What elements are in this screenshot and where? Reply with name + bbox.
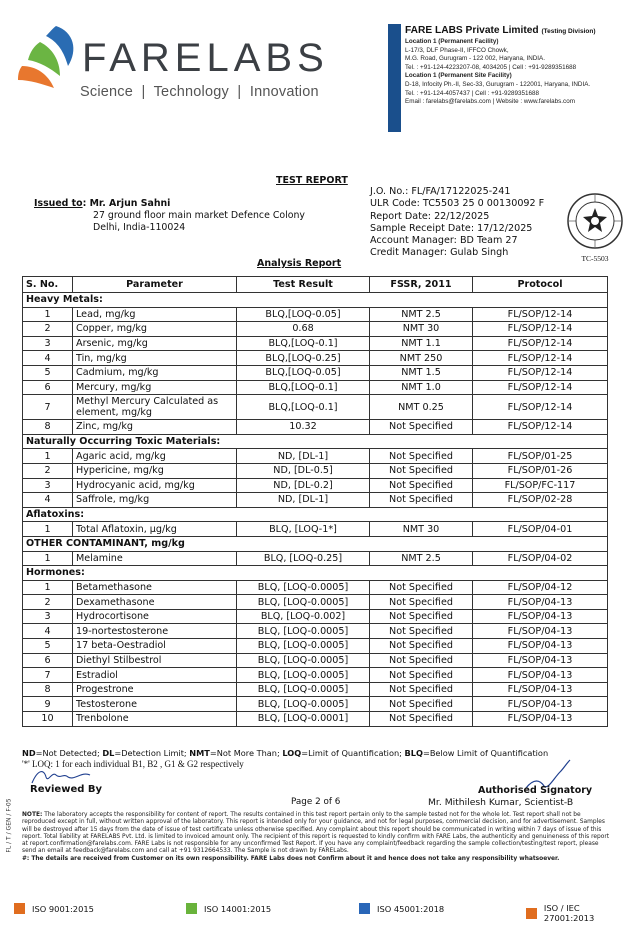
table-row <box>23 395 608 420</box>
cell-parameter: Hydrocortisone <box>73 609 237 624</box>
sample-receipt-date: Sample Receipt Date: 17/12/2025 <box>370 222 533 234</box>
results-table <box>22 276 608 727</box>
cell-protocol: FL/SOP/04-12 <box>473 580 608 595</box>
table-row <box>23 639 608 654</box>
cell-result: 10.32 <box>237 420 370 435</box>
iso-square-icon <box>526 908 537 919</box>
iso-badge: ISO 14001:2015 <box>186 903 271 914</box>
cell-protocol: FL/SOP/12-14 <box>473 351 608 366</box>
cell-sno: 7 <box>23 668 73 683</box>
cell-protocol: FL/SOP/04-13 <box>473 697 608 712</box>
cell-parameter: Hypericine, mg/kg <box>73 463 237 478</box>
table-row <box>23 697 608 712</box>
cell-result: 0.68 <box>237 322 370 337</box>
iso-square-icon <box>186 903 197 914</box>
table-row <box>23 493 608 508</box>
cell-result: BLQ,[LOQ-0.1] <box>237 380 370 395</box>
location1-line: M.G. Road, Gurugram - 122 002, Haryana, INDIA. <box>405 55 545 63</box>
cell-parameter: Mercury, mg/kg <box>73 380 237 395</box>
cell-result: ND, [DL-1] <box>237 449 370 464</box>
cell-parameter: Tin, mg/kg <box>73 351 237 366</box>
cell-parameter: Betamethasone <box>73 580 237 595</box>
cell-parameter: 19-nortestosterone <box>73 624 237 639</box>
cell-sno: 5 <box>23 639 73 654</box>
cell-fssr: NMT 1.5 <box>370 365 473 380</box>
brand-tagline: Science | Technology | Innovation <box>80 84 319 100</box>
cell-fssr: NMT 30 <box>370 522 473 537</box>
col-header-sno: S. No. <box>23 277 73 293</box>
customer-address: Delhi, India-110024 <box>93 222 186 233</box>
cell-fssr: Not Specified <box>370 463 473 478</box>
account-manager: Account Manager: BD Team 27 <box>370 235 518 247</box>
cell-fssr: Not Specified <box>370 639 473 654</box>
accreditation-seal-icon <box>566 192 624 264</box>
company-accent-bar <box>388 24 401 132</box>
table-header-row <box>23 277 608 293</box>
col-header-parameter: Parameter <box>73 277 237 293</box>
section-title: Heavy Metals: <box>23 293 608 308</box>
cell-result: BLQ,[LOQ-0.05] <box>237 307 370 322</box>
table-row <box>23 463 608 478</box>
cell-result: ND, [DL-0.2] <box>237 478 370 493</box>
section-row <box>23 434 608 449</box>
cell-parameter: Hydrocyanic acid, mg/kg <box>73 478 237 493</box>
table-row <box>23 322 608 337</box>
cell-protocol: FL/SOP/12-14 <box>473 395 608 420</box>
cell-parameter: Progestrone <box>73 682 237 697</box>
cell-fssr: Not Specified <box>370 580 473 595</box>
cell-parameter: Trenbolone <box>73 712 237 727</box>
cell-protocol: FL/SOP/04-13 <box>473 595 608 610</box>
cell-parameter: Zinc, mg/kg <box>73 420 237 435</box>
cell-fssr: Not Specified <box>370 449 473 464</box>
cell-result: ND, [DL-1] <box>237 493 370 508</box>
table-row <box>23 712 608 727</box>
section-row <box>23 536 608 551</box>
table-row <box>23 522 608 537</box>
cell-parameter: Diethyl Stilbestrol <box>73 653 237 668</box>
issued-to-label: Issued to <box>34 198 83 209</box>
authorised-signatory-label: Authorised Signatory <box>478 785 593 796</box>
iso-badge: ISO 45001:2018 <box>359 903 444 914</box>
table-row <box>23 307 608 322</box>
location2-line: D-18, Infocity Ph.-II, Sec-33, Gurugram - 122001, Haryana, INDIA. <box>405 80 591 88</box>
analysis-report-title: Analysis Report <box>257 258 342 269</box>
cell-fssr: NMT 0.25 <box>370 395 473 420</box>
table-row <box>23 595 608 610</box>
cell-parameter: Melamine <box>73 551 237 566</box>
cell-fssr: Not Specified <box>370 712 473 727</box>
cell-parameter: Cadmium, mg/kg <box>73 365 237 380</box>
section-row <box>23 507 608 522</box>
location1-line: Tel. : +91-124-4223207-08, 4034205 | Cell : +91-9289351688 <box>405 63 577 71</box>
cell-parameter: Estradiol <box>73 668 237 683</box>
report-meta <box>370 186 544 260</box>
cell-parameter: Testosterone <box>73 697 237 712</box>
cell-result: BLQ, [LOQ-0.0005] <box>237 682 370 697</box>
cell-sno: 10 <box>23 712 73 727</box>
cell-protocol: FL/SOP/04-13 <box>473 668 608 683</box>
cell-protocol: FL/SOP/01-25 <box>473 449 608 464</box>
cell-fssr: Not Specified <box>370 609 473 624</box>
cell-result: BLQ,[LOQ-0.25] <box>237 351 370 366</box>
cell-protocol: FL/SOP/04-13 <box>473 712 608 727</box>
cell-sno: 8 <box>23 682 73 697</box>
cell-sno: 1 <box>23 307 73 322</box>
cell-sno: 6 <box>23 380 73 395</box>
cell-sno: 1 <box>23 522 73 537</box>
iso-square-icon <box>359 903 370 914</box>
cell-fssr: Not Specified <box>370 493 473 508</box>
cell-parameter: Dexamethasone <box>73 595 237 610</box>
cell-result: ND, [DL-0.5] <box>237 463 370 478</box>
page-number: Page 2 of 6 <box>291 797 341 807</box>
cell-protocol: FL/SOP/04-02 <box>473 551 608 566</box>
cell-result: BLQ, [LOQ-0.0005] <box>237 580 370 595</box>
cell-sno: 3 <box>23 336 73 351</box>
cell-protocol: FL/SOP/12-14 <box>473 365 608 380</box>
cell-result: BLQ, [LOQ-0.0005] <box>237 639 370 654</box>
table-row <box>23 449 608 464</box>
section-title: Naturally Occurring Toxic Materials: <box>23 434 608 449</box>
location2-line: Email : farelabs@farelabs.com | Website : www.farelabs.com <box>405 98 575 106</box>
cell-result: BLQ, [LOQ-0.0005] <box>237 624 370 639</box>
section-row <box>23 293 608 308</box>
test-report-title: TEST REPORT <box>276 175 348 186</box>
section-title: OTHER CONTAMINANT, mg/kg <box>23 536 608 551</box>
cell-sno: 8 <box>23 420 73 435</box>
cell-sno: 4 <box>23 624 73 639</box>
table-row <box>23 609 608 624</box>
table-row <box>23 624 608 639</box>
cell-sno: 3 <box>23 609 73 624</box>
col-header-protocol: Protocol <box>473 277 608 293</box>
report-notes: NOTE: The laboratory accepts the responsibility for content of report. The results contained in this test report pertain only to the sample tested not for the whole lot. Test report shall not be reproduced except in full, without written approval of the laboratory. This report is intended only for your guidance, and not for legal purposes, commercial decision, and for advertisement. Samples will be destroyed after 15 days from the date of issue of test certificate unless otherwise specified. Any complaint about this report should be communicated in writing within 7 days of issue of this report. Total liability at FARELABS Pvt. Ltd. is limited to invoiced amount only. The recipient of this report is requested to kindly confirm with FARE Labs, the authenticity and genuineness of this report at report.confirmation@farelabs.com. FARE Labs is not responsible for any unconfirmed Test Report. If you have any complaint/feedback regarding the sample collection/testing/test report, please send an email at feedback@farelabs.com and call at +91 9312664533. The Sample is not drawn by FARELabs. #: The details are received from Customer on its own responsibility. FARE Labs does not Confirm about it and hence does not take any responsibility whatsoever. <box>22 812 610 862</box>
customer-address: 27 ground floor main market Defence Colony <box>93 210 305 221</box>
cell-sno: 9 <box>23 697 73 712</box>
table-row <box>23 478 608 493</box>
company-address-block <box>405 25 629 107</box>
cell-protocol: FL/SOP/04-13 <box>473 682 608 697</box>
table-row <box>23 351 608 366</box>
cell-result: BLQ, [LOQ-0.002] <box>237 609 370 624</box>
cell-parameter: Agaric acid, mg/kg <box>73 449 237 464</box>
cell-sno: 3 <box>23 478 73 493</box>
cell-protocol: FL/SOP/02-28 <box>473 493 608 508</box>
cell-parameter: Total Aflatoxin, µg/kg <box>73 522 237 537</box>
section-row <box>23 566 608 581</box>
table-row <box>23 365 608 380</box>
cell-sno: 2 <box>23 463 73 478</box>
cell-parameter: Lead, mg/kg <box>73 307 237 322</box>
cell-protocol: FL/SOP/04-13 <box>473 609 608 624</box>
cell-parameter: Saffrole, mg/kg <box>73 493 237 508</box>
cell-protocol: FL/SOP/12-14 <box>473 307 608 322</box>
cell-fssr: Not Specified <box>370 653 473 668</box>
cell-fssr: Not Specified <box>370 624 473 639</box>
results-body <box>23 293 608 727</box>
iso-badge: ISO / IEC 27001:2013 <box>526 903 632 923</box>
ulr-code: ULR Code: TC5503 25 0 00130092 F <box>370 198 545 210</box>
cell-sno: 6 <box>23 653 73 668</box>
issued-to-block <box>34 198 305 234</box>
col-header-fssr: FSSR, 2011 <box>370 277 473 293</box>
cell-protocol: FL/SOP/12-14 <box>473 420 608 435</box>
report-date: Report Date: 22/12/2025 <box>370 210 490 222</box>
cell-fssr: NMT 1.0 <box>370 380 473 395</box>
location2-title: Location 1 (Permanent Site Facility) <box>405 72 512 80</box>
abbreviation-legend: ND=Not Detected; DL=Detection Limit; NMT=Not More Than; LOQ=Limit of Quantification; BLQ=Below Limit of Quantification <box>22 748 549 758</box>
seal-code: TC-5503 <box>581 254 609 263</box>
table-row <box>23 682 608 697</box>
cell-result: BLQ,[LOQ-0.1] <box>237 395 370 420</box>
cell-fssr: NMT 2.5 <box>370 307 473 322</box>
cell-sno: 5 <box>23 365 73 380</box>
farelabs-logo-icon <box>16 22 82 92</box>
cell-result: BLQ, [LOQ-0.0005] <box>237 668 370 683</box>
section-title: Hormones: <box>23 566 608 581</box>
cell-protocol: FL/SOP/12-14 <box>473 380 608 395</box>
customer-name: : Mr. Arjun Sahni <box>82 198 171 209</box>
cell-result: BLQ, [LOQ-0.0005] <box>237 653 370 668</box>
table-row <box>23 580 608 595</box>
cell-fssr: Not Specified <box>370 668 473 683</box>
cell-protocol: FL/SOP/FC-117 <box>473 478 608 493</box>
table-row <box>23 653 608 668</box>
cell-fssr: Not Specified <box>370 420 473 435</box>
cell-sno: 2 <box>23 595 73 610</box>
cell-protocol: FL/SOP/01-26 <box>473 463 608 478</box>
signatory-name: Mr. Mithilesh Kumar, Scientist-B <box>428 797 574 808</box>
brand-name: FARELABS <box>82 36 329 80</box>
cell-protocol: FL/SOP/04-01 <box>473 522 608 537</box>
company-name: FARE LABS Private Limited (Testing Division) <box>405 25 596 36</box>
cell-fssr: Not Specified <box>370 595 473 610</box>
cell-protocol: FL/SOP/12-14 <box>473 322 608 337</box>
cell-sno: 2 <box>23 322 73 337</box>
location1-title: Location 1 (Permanent Facility) <box>405 38 499 45</box>
cell-result: BLQ, [LOQ-0.25] <box>237 551 370 566</box>
cell-parameter: Copper, mg/kg <box>73 322 237 337</box>
cell-protocol: FL/SOP/04-13 <box>473 639 608 654</box>
cell-sno: 4 <box>23 351 73 366</box>
job-order-no: J.O. No.: FL/FA/17122025-241 <box>370 186 511 197</box>
cell-fssr: NMT 2.5 <box>370 551 473 566</box>
form-code: FL / T / GEN / F-05 <box>5 798 13 853</box>
cell-result: BLQ, [LOQ-0.0001] <box>237 712 370 727</box>
cell-result: BLQ, [LOQ-0.0005] <box>237 595 370 610</box>
section-title: Aflatoxins: <box>23 507 608 522</box>
table-row <box>23 420 608 435</box>
cell-fssr: Not Specified <box>370 697 473 712</box>
cell-sno: 1 <box>23 551 73 566</box>
cell-sno: 7 <box>23 395 73 420</box>
iso-badge: ISO 9001:2015 <box>14 903 94 914</box>
cell-fssr: Not Specified <box>370 682 473 697</box>
cell-fssr: NMT 30 <box>370 322 473 337</box>
table-row <box>23 668 608 683</box>
cell-parameter: 17 beta-Oestradiol <box>73 639 237 654</box>
table-row <box>23 551 608 566</box>
cell-sno: 4 <box>23 493 73 508</box>
cell-fssr: NMT 250 <box>370 351 473 366</box>
location2-line: Tel. : +91-124-4057437 | Cell : +91-9289351688 <box>405 89 539 97</box>
reviewed-by-label: Reviewed By <box>30 784 103 795</box>
cell-protocol: FL/SOP/04-13 <box>473 624 608 639</box>
cell-sno: 1 <box>23 449 73 464</box>
cell-result: BLQ, [LOQ-1*] <box>237 522 370 537</box>
credit-manager: Credit Manager: Gulab Singh <box>370 247 509 259</box>
cell-parameter: Methyl Mercury Calculated as element, mg/kg <box>73 395 237 420</box>
loq-note: '*' LOQ: 1 for each individual B1, B2 , G1 & G2 respectively <box>22 759 244 769</box>
cell-result: BLQ, [LOQ-0.0005] <box>237 697 370 712</box>
col-header-result: Test Result <box>237 277 370 293</box>
table-row <box>23 336 608 351</box>
cell-protocol: FL/SOP/12-14 <box>473 336 608 351</box>
cell-parameter: Arsenic, mg/kg <box>73 336 237 351</box>
cell-fssr: Not Specified <box>370 478 473 493</box>
cell-sno: 1 <box>23 580 73 595</box>
location1-line: L-17/3, DLF Phase-II, IFFCO Chowk, <box>405 46 509 54</box>
cell-result: BLQ,[LOQ-0.05] <box>237 365 370 380</box>
table-row <box>23 380 608 395</box>
cell-protocol: FL/SOP/04-13 <box>473 653 608 668</box>
cell-fssr: NMT 1.1 <box>370 336 473 351</box>
iso-square-icon <box>14 903 25 914</box>
cell-result: BLQ,[LOQ-0.1] <box>237 336 370 351</box>
